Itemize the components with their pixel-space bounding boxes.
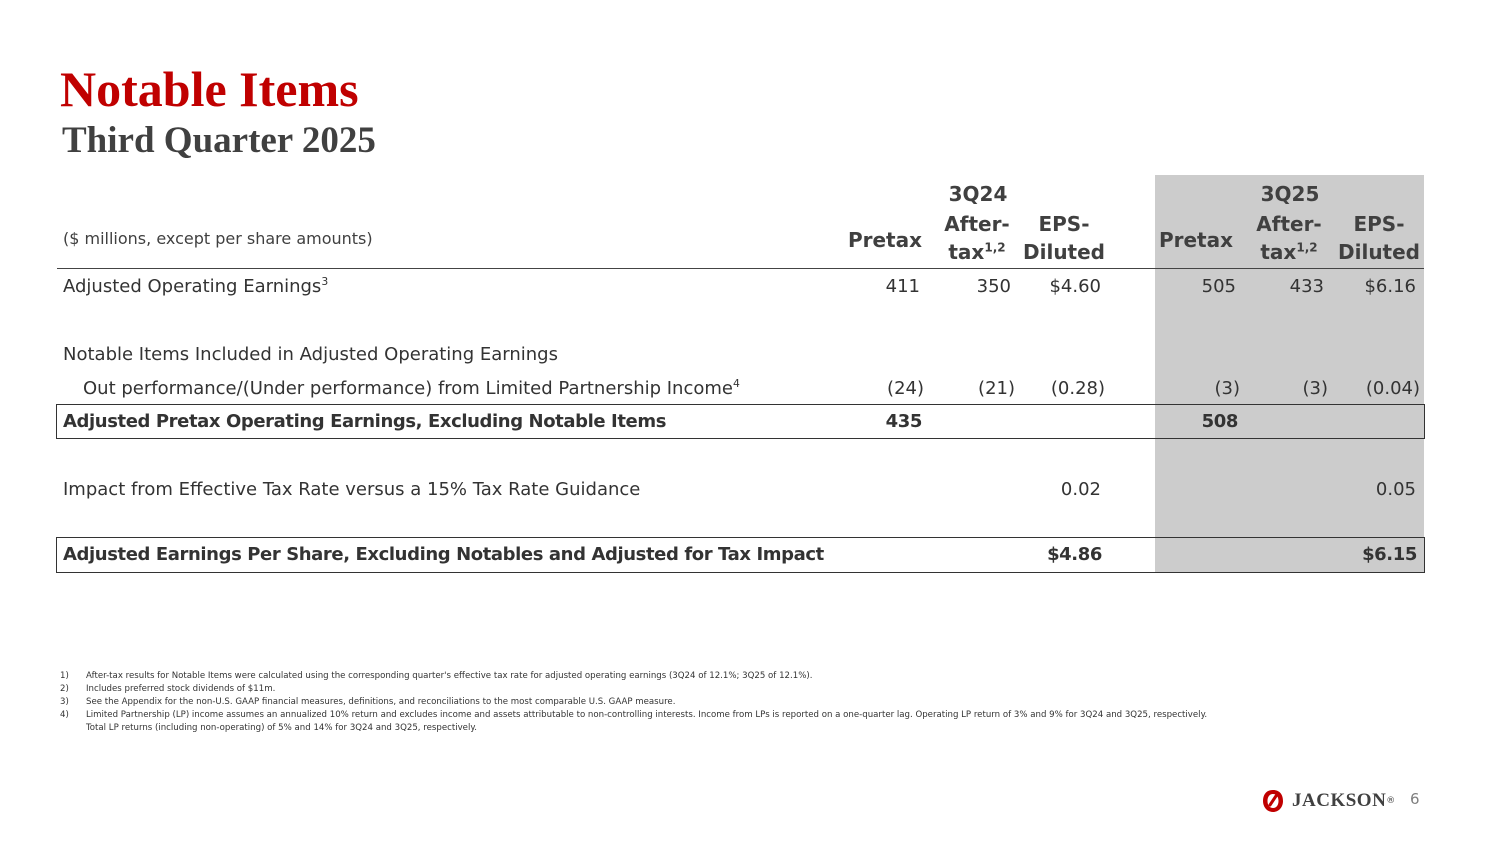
period-3q24-header: 3Q24: [948, 182, 1008, 206]
adj-eps-3q24: $4.86: [1047, 544, 1102, 565]
aoe-pretax-3q24: 411: [885, 276, 920, 297]
adj-pretax-3q25: 508: [1201, 411, 1238, 432]
footnote-number: 3): [60, 697, 69, 707]
page-number: 6: [1410, 790, 1420, 808]
lp-pretax-3q24: (24): [887, 378, 924, 399]
row-label-adj-pretax: Adjusted Pretax Operating Earnings, Excluding Notable Items: [63, 411, 667, 432]
col-eps-3q25: [1336, 210, 1422, 266]
jackson-logo-text: JACKSON: [1292, 790, 1387, 811]
col-pretax-3q25: Pretax: [1158, 228, 1233, 252]
row-label-notable-items: Notable Items Included in Adjusted Operating Earnings: [63, 344, 558, 365]
col-aftertax-line1: After-: [1256, 212, 1322, 236]
aoe-aftertax-3q25: 433: [1289, 276, 1324, 297]
lp-eps-3q24: (0.28): [1050, 378, 1105, 399]
footnote-text: Includes preferred stock dividends of $11m.: [86, 684, 276, 694]
col-aftertax-line1: After-: [944, 212, 1010, 236]
footnote-number: 4): [60, 710, 69, 720]
aoe-eps-3q24: $4.60: [1049, 276, 1101, 297]
tax-impact-eps-3q25: 0.05: [1375, 479, 1416, 500]
header-divider: [57, 268, 1424, 269]
col-pretax-3q24: Pretax: [847, 228, 922, 252]
col-eps-3q24: [1022, 210, 1106, 266]
aoe-aftertax-3q24: 350: [976, 276, 1011, 297]
col-aftertax-3q25: [1250, 210, 1328, 266]
col-eps-line2: Diluted: [1338, 240, 1420, 264]
aoe-pretax-3q25: 505: [1201, 276, 1236, 297]
page-title: Notable Items: [60, 61, 359, 117]
footnote-text: Limited Partnership (LP) income assumes an annualized 10% return and excludes income and assets attributable to non-controlling interests. Income from LPs is reported on a one-quarter lag. Operating LP return of 3% and 9% for 3Q24 and 3Q25, respectively. Total LP returns (including non-operating) of 5% and 14% for 3Q24 and 3Q25, respectively.: [86, 710, 1208, 733]
footnote: [60, 709, 1210, 735]
footnotes: [60, 670, 1210, 735]
col-eps-line1: EPS-: [1038, 212, 1090, 236]
adj-pretax-3q24: 435: [885, 411, 922, 432]
col-aftertax-line2: tax$^{1,2}$: [948, 240, 1006, 264]
row-label-tax-impact: Impact from Effective Tax Rate versus a 15% Tax Rate Guidance: [63, 479, 641, 500]
col-eps-line2: Diluted: [1023, 240, 1105, 264]
footnote-number: 1): [60, 671, 69, 681]
col-eps-line1: EPS-: [1353, 212, 1405, 236]
jackson-logo: JACKSON ®: [1262, 789, 1395, 813]
footnote: [60, 683, 1210, 696]
lp-aftertax-3q25: (3): [1302, 378, 1328, 399]
footnote-text: See the Appendix for the non-U.S. GAAP financial measures, definitions, and reconciliations to the most comparable U.S. GAAP measure.: [86, 697, 676, 707]
lp-eps-3q25: (0.04): [1365, 378, 1420, 399]
footnote: [60, 696, 1210, 709]
adj-eps-3q25: $6.15: [1362, 544, 1417, 565]
lp-aftertax-3q24: (21): [978, 378, 1015, 399]
lp-pretax-3q25: (3): [1214, 378, 1240, 399]
col-aftertax-3q24: [938, 210, 1016, 266]
row-label-adj-eps: Adjusted Earnings Per Share, Excluding Notables and Adjusted for Tax Impact: [63, 544, 824, 565]
unit-note: ($ millions, except per share amounts): [63, 229, 373, 248]
footnote-number: 2): [60, 684, 69, 694]
tax-impact-eps-3q24: 0.02: [1060, 479, 1101, 500]
footnote-text: After-tax results for Notable Items were calculated using the corresponding quarter's effective tax rate for adjusted operating earnings (3Q24 of 12.1%; 3Q25 of 12.1%).: [86, 671, 813, 681]
col-aftertax-line2: tax$^{1,2}$: [1260, 240, 1318, 264]
period-3q25-header: 3Q25: [1260, 182, 1320, 206]
footnote: [60, 670, 1210, 683]
aoe-eps-3q25: $6.16: [1364, 276, 1416, 297]
jackson-logo-mark-icon: [1262, 789, 1284, 813]
row-label-aoe: Adjusted Operating Earnings$^3$: [63, 275, 329, 297]
row-label-lp-performance: Out performance/(Under performance) from Limited Partnership Income$^4$: [83, 377, 740, 399]
page-subtitle: Third Quarter 2025: [62, 120, 376, 161]
